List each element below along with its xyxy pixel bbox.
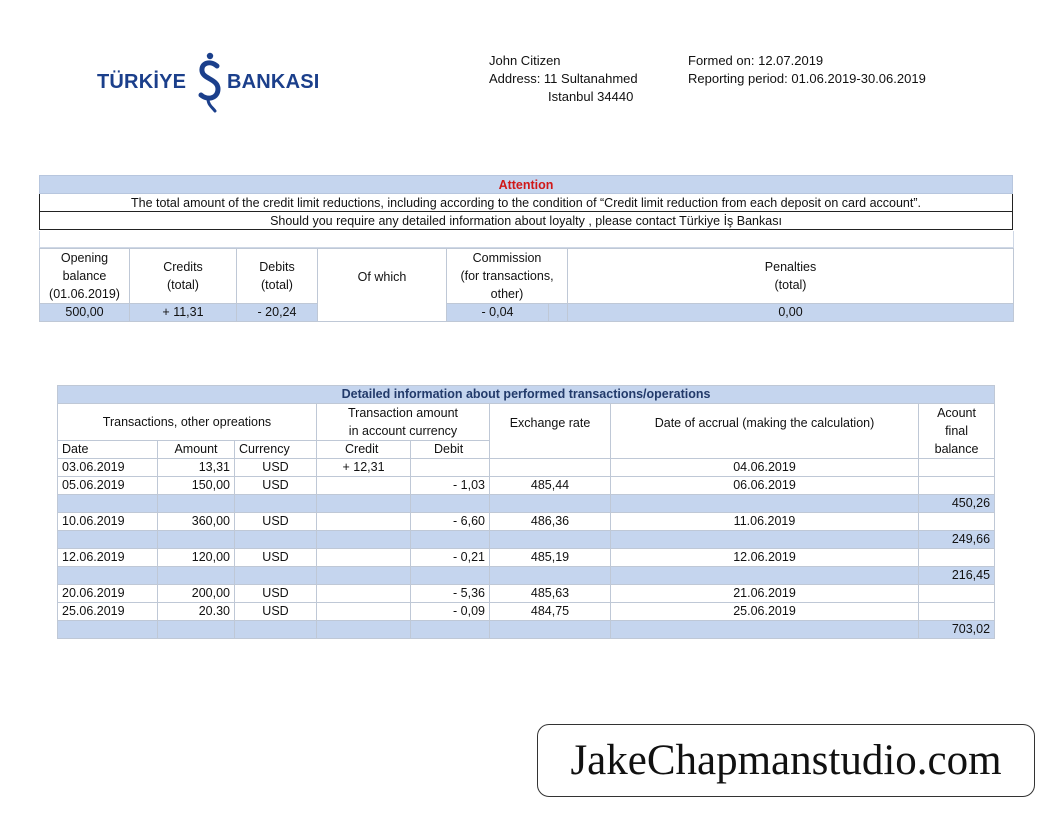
balance-row: 703,02 — [58, 621, 995, 639]
table-row: 20.06.2019 200,00 USD - 5,36 485,63 21.06.2019 — [58, 585, 995, 603]
attention-title: Attention — [40, 176, 1013, 194]
balance-row: 216,45 — [58, 567, 995, 585]
attention-table — [39, 175, 1013, 230]
attention-line-1: The total amount of the credit limit reductions, including according to the condition of “Credit limit reduction from each deposit on card account”. — [40, 194, 1013, 212]
commission-header: Commission (for transactions, other) — [447, 249, 568, 304]
bank-logo — [97, 52, 327, 114]
formed-on: Formed on: 12.07.2019 — [688, 53, 824, 68]
penalties-value: 0,00 — [568, 304, 1014, 322]
currency-header: Currency — [235, 441, 317, 459]
credits-value: + 11,31 — [130, 304, 237, 322]
penalties-header: Penalties (total) — [568, 249, 1014, 304]
logo-s-icon — [196, 52, 224, 114]
customer-city: Istanbul 34440 — [548, 89, 634, 104]
debits-header: Debits (total) — [237, 249, 318, 304]
customer-name: John Citizen — [489, 53, 561, 68]
logo-text-left: TÜRKİYE — [97, 71, 187, 93]
debit-header: Debit — [411, 441, 490, 459]
credits-header: Credits (total) — [130, 249, 237, 304]
amount-header: Amount — [158, 441, 235, 459]
of-which-header: Of which — [318, 249, 447, 322]
table-row: 12.06.2019 120,00 USD - 0,21 485,19 12.06.2019 — [58, 549, 995, 567]
transactions-table — [57, 385, 995, 639]
commission-gap — [549, 304, 568, 322]
final-balance-header: Acount final balance — [919, 404, 995, 459]
date-header: Date — [58, 441, 158, 459]
opening-balance-value: 500,00 — [40, 304, 130, 322]
transactions-header: Transactions, other opreations — [58, 404, 317, 441]
balance-row: 450,26 — [58, 495, 995, 513]
debits-value: - 20,24 — [237, 304, 318, 322]
logo-text-right: BANKASI — [227, 71, 320, 93]
commission-value: - 0,04 — [447, 304, 549, 322]
date-accrual-header: Date of accrual (making the calculation) — [611, 404, 919, 459]
customer-address: Address: 11 Sultanahmed — [489, 71, 638, 86]
reporting-period: Reporting period: 01.06.2019-30.06.2019 — [688, 71, 926, 86]
table-row: 05.06.2019 150,00 USD - 1,03 485,44 06.06.2019 — [58, 477, 995, 495]
table-row: 25.06.2019 20.30 USD - 0,09 484,75 25.06.2019 — [58, 603, 995, 621]
amount-account-header: Transaction amount in account currency — [317, 404, 490, 441]
summary-table — [39, 248, 1014, 322]
attention-line-2: Should you require any detailed information about loyalty , please contact Türkiye İş Bankası — [40, 212, 1013, 230]
spacer-row — [39, 231, 1014, 248]
table-row: 10.06.2019 360,00 USD - 6,60 486,36 11.06.2019 — [58, 513, 995, 531]
exchange-rate-header: Exchange rate — [490, 404, 611, 459]
watermark-text: JakeChapmanstudio.com — [570, 737, 1002, 784]
transactions-title: Detailed information about performed transactions/operations — [58, 386, 995, 404]
balance-row: 249,66 — [58, 531, 995, 549]
opening-balance-header: Opening balance (01.06.2019) — [40, 249, 130, 304]
table-row: 03.06.2019 13,31 USD + 12,31 04.06.2019 — [58, 459, 995, 477]
watermark — [537, 724, 1035, 797]
credit-header: Credit — [317, 441, 411, 459]
